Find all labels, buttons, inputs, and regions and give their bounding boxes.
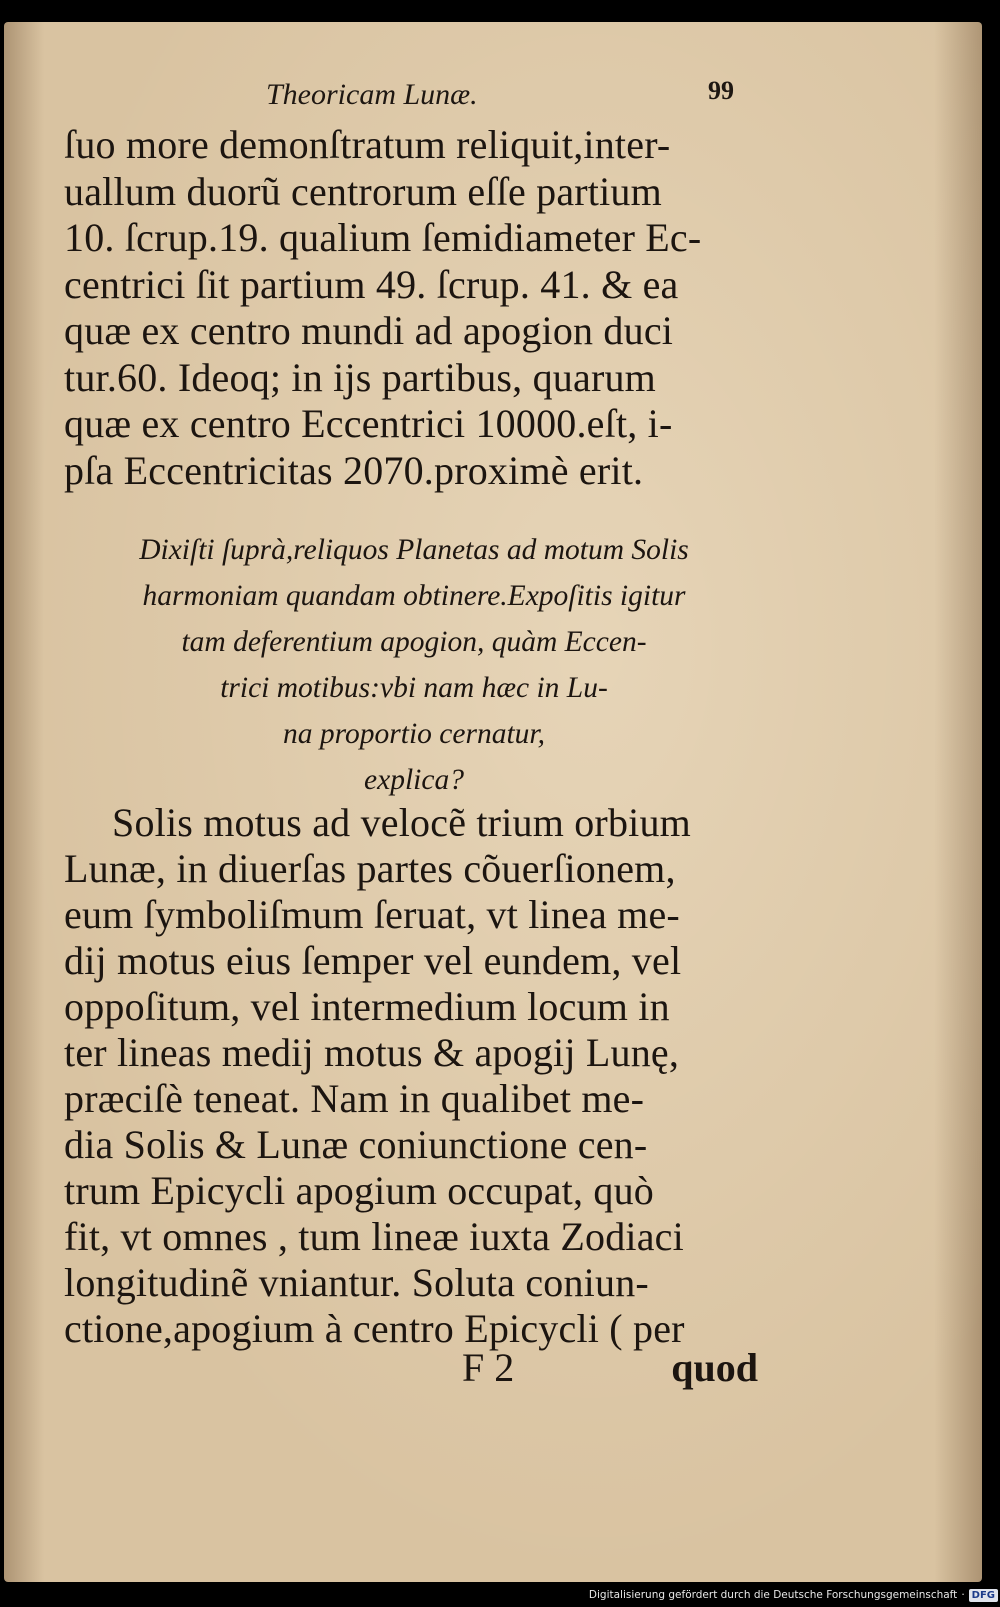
text-line: eum ſymboliſmum ſeruat, vt linea me-: [64, 892, 680, 937]
digitization-footer: Digitalisierung gefördert durch die Deutsche Forschungsgemeinschaft · DFG: [589, 1585, 998, 1605]
text-line: quæ ex centro Eccentrici 10000.eſt, i-: [64, 401, 673, 446]
text-line: ter lineas medij motus & apogij Lunę,: [64, 1030, 680, 1075]
paragraph-2: [64, 800, 754, 1352]
text-line: uallum duorũ centrorum eſſe partium: [64, 168, 662, 214]
text-line: Lunæ, in diuerſas partes cõuerſionem,: [64, 846, 676, 891]
signature-mark: F 2: [462, 1345, 515, 1390]
running-head-title: Theoricam Lunæ.: [266, 78, 478, 111]
paragraph-1: [64, 122, 754, 494]
text-line: fit, vt omnes , tum lineæ iuxta Zodiaci: [64, 1214, 684, 1259]
footer-credit: Digitalisierung gefördert durch die Deutsche Forschungsgemeinschaft: [588, 1589, 958, 1601]
text-line: præciſè teneat. Nam in qualibet me-: [64, 1076, 645, 1121]
page-number: 99: [708, 76, 734, 105]
text-line: ctione,apogium à centro Epicycli ( per: [64, 1306, 685, 1351]
text-line: ſuo more demonſtratum reliquit,inter-: [64, 122, 671, 167]
text-line: 10. ſcrup.19. qualium ſemidiameter Ec-: [64, 215, 702, 260]
question-line: Dixiſti ſuprà,reliquos Planetas ad motum Solis: [139, 534, 689, 566]
question-line: harmoniam quandam obtinere.Expoſitis igitur: [142, 580, 686, 612]
text-line: Solis motus ad velocẽ trium orbium: [112, 800, 691, 845]
dfg-logo: DFG: [969, 1589, 998, 1602]
question-line: trici motibus:vbi nam hæc in Lu-: [220, 672, 608, 704]
text-line: pſa Eccentricitas 2070.proximè erit.: [64, 447, 644, 493]
text-line: longitudinẽ vniantur. Soluta coniun-: [64, 1260, 649, 1305]
book-page: [4, 22, 982, 1582]
catchword: quod: [671, 1345, 758, 1390]
catchline: [64, 1344, 758, 1390]
text-line: trum Epicycli apogium occupat, quò: [64, 1168, 654, 1213]
text-line: dij motus eius ſemper vel eundem, vel: [64, 938, 682, 983]
question-line: tam deferentium apogion, quàm Eccen-: [181, 626, 647, 658]
text-line: dia Solis & Lunæ coniunctione cen-: [64, 1122, 648, 1167]
question-line: na proportio cernatur,: [283, 718, 545, 750]
text-line: centrici ſit partium 49. ſcrup. 41. & ea: [64, 261, 679, 307]
text-line: quæ ex centro mundi ad apogion duci: [64, 308, 674, 353]
question-line: explica?: [364, 764, 464, 796]
text-line: tur.60. Ideoq; in ijs partibus, quarum: [64, 354, 656, 400]
question-heading: [94, 527, 734, 803]
text-line: oppoſitum, vel intermedium locum in: [64, 984, 670, 1029]
